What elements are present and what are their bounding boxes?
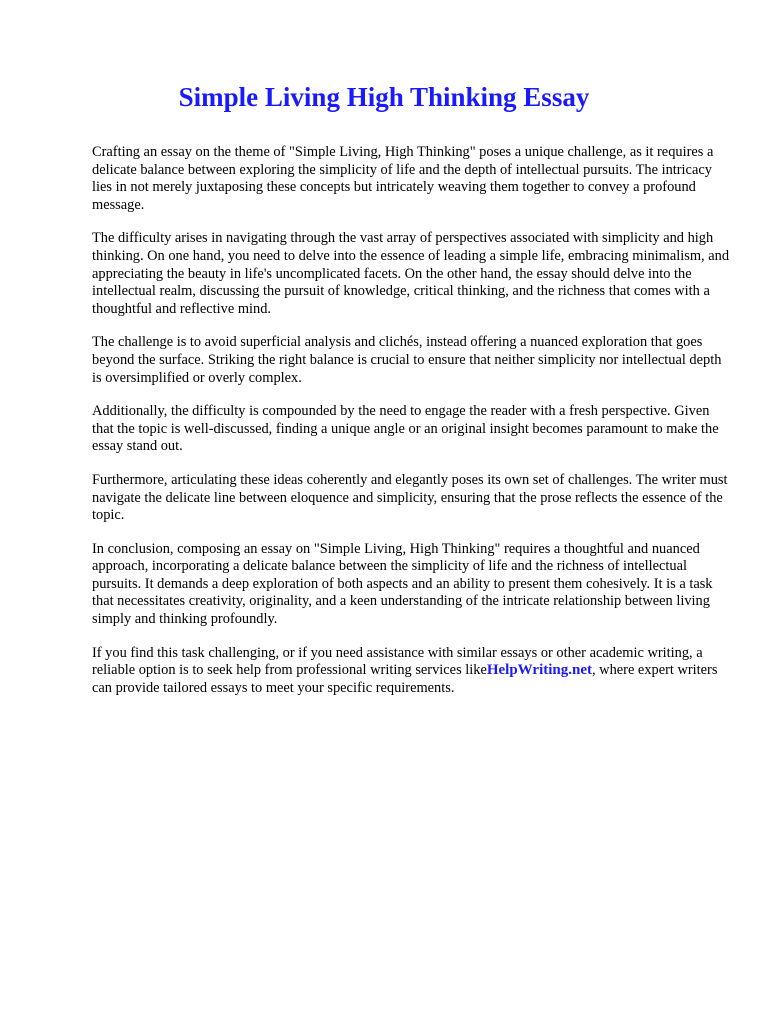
helpwriting-link[interactable]: HelpWriting.net	[486, 662, 592, 679]
document-body	[92, 144, 732, 713]
final-paragraph-after-link: , where expert writers can provide tailored essays to meet your specific requirements.	[92, 662, 718, 696]
paragraph-7	[92, 645, 732, 698]
paragraph-2: The difficulty arises in navigating through the vast array of perspectives associated with simplicity and high thinking. On one hand, you need to delve into the essence of leading a simple life, embracing minimalism, and appreciating the beauty in life's uncomplicated facets. On the other hand, the essay should delve into the intellectual realm, discussing the pursuit of knowledge, critical thinking, and the richness that comes with a thoughtful and reflective mind.	[92, 230, 730, 317]
document-title: Simple Living High Thinking Essay	[178, 82, 590, 112]
paragraph-6: In conclusion, composing an essay on "Simple Living, High Thinking" requires a thoughtful and nuanced approach, incorporating a delicate balance between the simplicity of life and the richness of intellectual pursuits. It demands a deep exploration of both aspects and an ability to present them cohesively. It is a task that necessitates creativity, originality, and a keen understanding of the intricate relationship between living simply and thinking profoundly.	[92, 540, 713, 628]
final-paragraph-before-link: If you find this task challenging, or if you need assistance with similar essays or other academic writing, a reliable option is to seek help from professional writing services like	[92, 644, 703, 679]
paragraph-1: Crafting an essay on the theme of "Simple Living, High Thinking" poses a unique challenge, as it requires a delicate balance between exploring the simplicity of life and the depth of intellectual pursuits. The intricacy lies in not merely juxtaposing these concepts but intricately weaving them together to convey a profound message.	[92, 144, 714, 213]
paragraph-5: Furthermore, articulating these ideas coherently and elegantly poses its own set of challenges. The writer must navigate the delicate line between eloquence and simplicity, ensuring that the prose reflects the essence of the topic.	[92, 471, 728, 524]
paragraph-3: The challenge is to avoid superficial analysis and clichés, instead offering a nuanced exploration that goes beyond the surface. Striking the right balance is crucial to ensure that neither simplicity nor intellectual depth is oversimplified or overly complex.	[92, 334, 722, 386]
paragraph-4: Additionally, the difficulty is compounded by the need to engage the reader with a fresh perspective. Given that the topic is well-discussed, finding a unique angle or an original insight becomes paramount to make the essay stand out.	[92, 403, 719, 455]
